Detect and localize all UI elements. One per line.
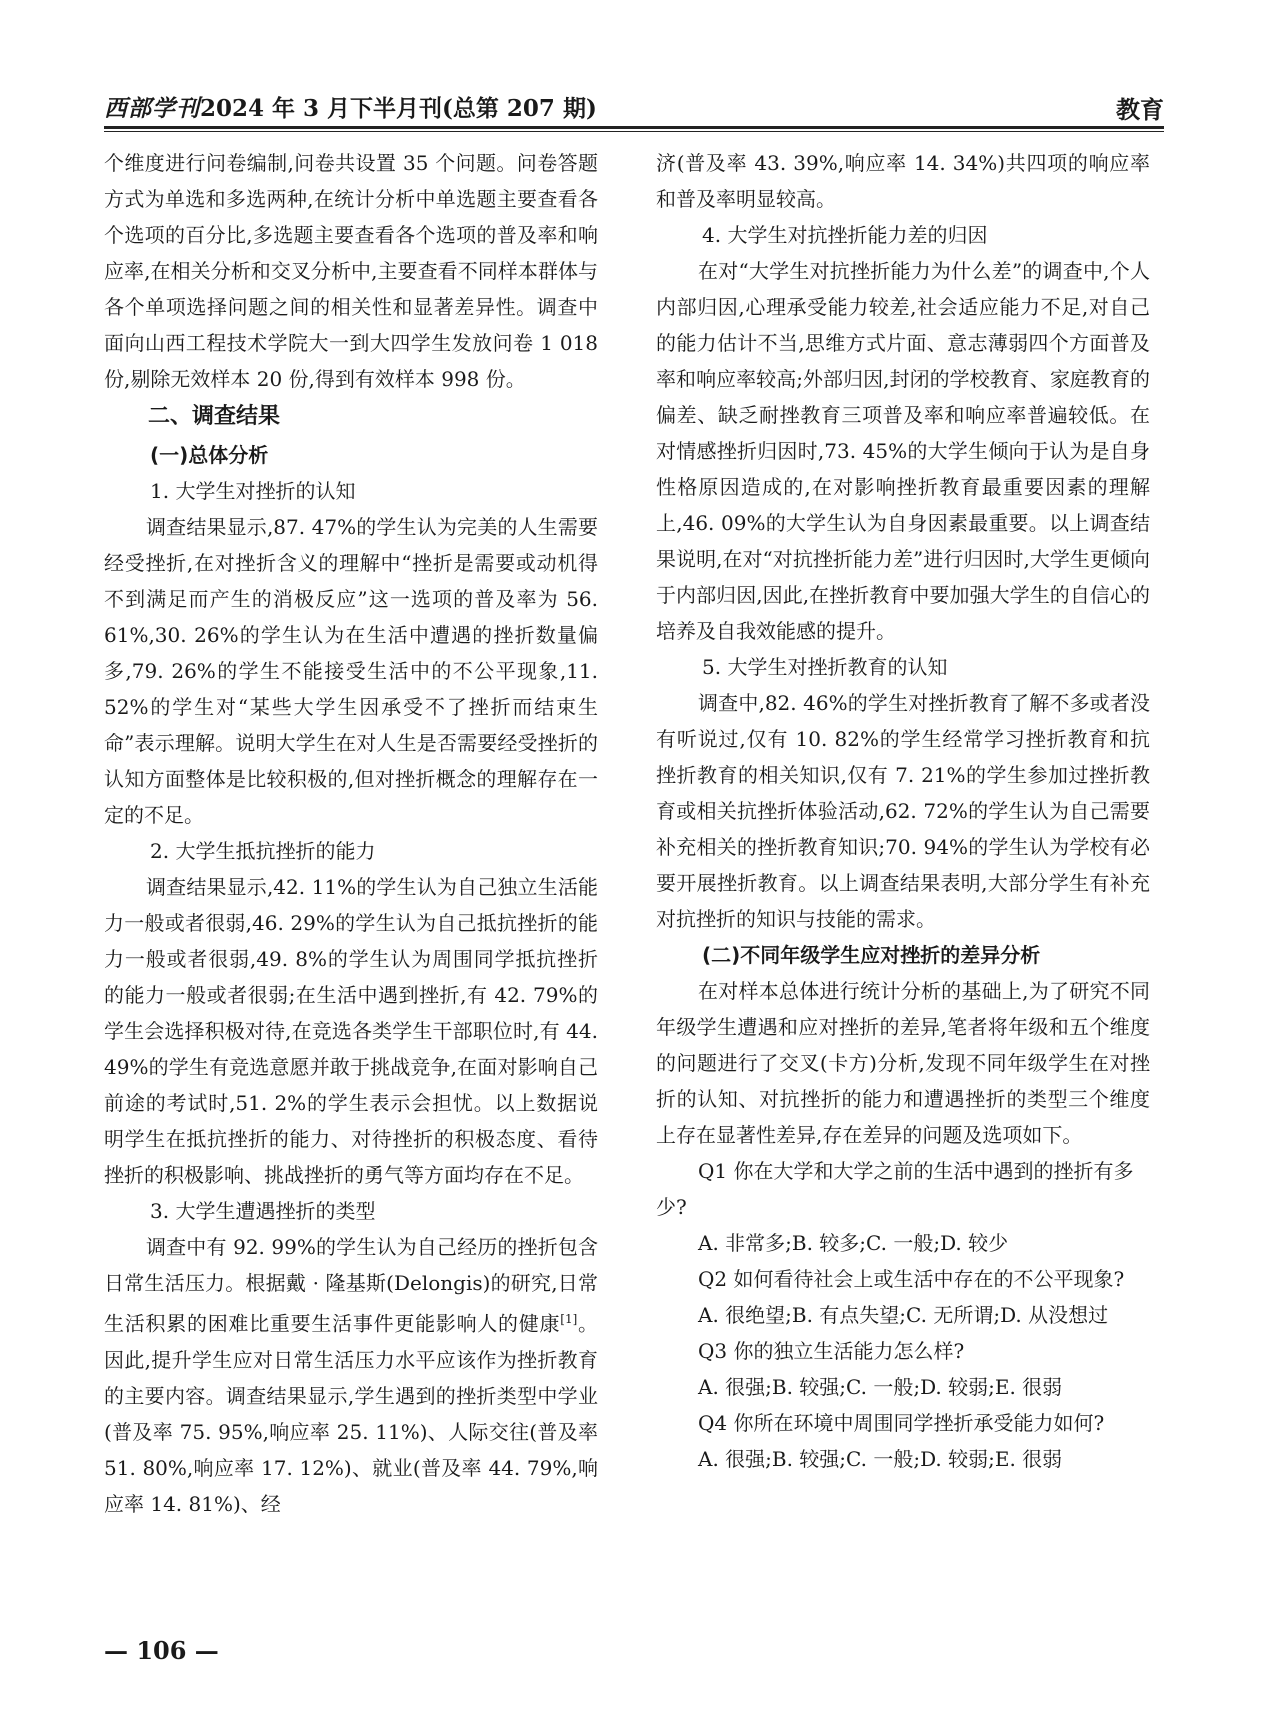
- item-heading-attribution: 4. 大学生对抗挫折能力差的归因: [702, 223, 988, 247]
- paragraph-education: 调查中,82. 46%的学生对挫折教育了解不多或者没有听说过,仅有 10. 82%的学生经常学习挫折教育和抗挫折教育的相关知识,仅有 7. 21%的学生参加过挫折教育或相关抗挫折体验活动,62. 72%的学生认为自己需要补充相关的挫折教育知识;70. 94%的学生认为学校有必要开展挫折教育。以上调查结果表明,大部分学生有补充对抗挫折的知识与技能的需求。: [656, 691, 1150, 931]
- paragraph-types: [104, 1229, 598, 1522]
- subsection-heading-overall: (一)总体分析: [150, 443, 269, 467]
- header-rule: [104, 126, 1164, 129]
- right-column: [656, 145, 1150, 1477]
- section-label: 教育: [1116, 95, 1164, 124]
- options-q3: A. 很强;B. 较强;C. 一般;D. 较弱;E. 很弱: [698, 1375, 1063, 1399]
- item-heading-types: 3. 大学生遭遇挫折的类型: [150, 1199, 376, 1223]
- question-q4: Q4 你所在环境中周围同学挫折承受能力如何?: [698, 1411, 1105, 1435]
- item-heading-resistance: 2. 大学生抵抗挫折的能力: [150, 839, 376, 863]
- page-number: — 106 —: [104, 1636, 219, 1665]
- journal-issue-line: [104, 90, 597, 123]
- question-q2: Q2 如何看待社会上或生活中存在的不公平现象?: [698, 1267, 1125, 1291]
- options-q2: A. 很绝望;B. 有点失望;C. 无所谓;D. 从没想过: [698, 1303, 1109, 1327]
- paragraph-grades: 在对样本总体进行统计分析的基础上,为了研究不同年级学生遭遇和应对挫折的差异,笔者将年级和五个维度的问题进行了交叉(卡方)分析,发现不同年级学生在对挫折的认知、对抗挫折的能力和遭遇挫折的类型三个维度上存在显著性差异,存在差异的问题及选项如下。: [656, 979, 1150, 1147]
- paragraph-types-part-a: 调查中有 92. 99%的学生认为自己经历的挫折包含日常生活压力。根据戴 · 隆基斯(Delongis)的研究,日常生活积累的困难比重要生活事件更能影响人的健康: [104, 1235, 598, 1336]
- question-q1: Q1 你在大学和大学之前的生活中遇到的挫折有多少?: [656, 1159, 1134, 1219]
- options-q4: A. 很强;B. 较强;C. 一般;D. 较弱;E. 很弱: [698, 1447, 1063, 1471]
- subsection-heading-grades: (二)不同年级学生应对挫折的差异分析: [702, 943, 1041, 967]
- paragraph-types-part-b: 。因此,提升学生应对日常生活压力水平应该作为挫折教育的主要内容。调查结果显示,学生遇到的挫折类型中学业(普及率 75. 95%,响应率 25. 11%)、人际交往(普及率 51. 80%,响应率 17. 12%)、就业(普及率 44. 79%,响应率 14. 81%)、经: [104, 1311, 599, 1516]
- left-column: [104, 145, 598, 1522]
- section-heading-results: 二、调查结果: [148, 404, 281, 429]
- page-header: [104, 88, 1164, 122]
- method-paragraph: 个维度进行问卷编制,问卷共设置 35 个问题。问卷答题方式为单选和多选两种,在统计分析中单选题主要查看各个选项的百分比,多选题主要查看各个选项的普及率和响应率,在相关分析和交叉分析中,主要查看不同样本群体与各个单项选择问题之间的相关性和显著差异性。调查中面向山西工程技术学院大一到大四学生发放问卷 1 018 份,剔除无效样本 20 份,得到有效样本 998 份。: [104, 151, 598, 391]
- journal-logo: 西部学刊: [104, 95, 200, 122]
- item-heading-cognition: 1. 大学生对挫折的认知: [150, 479, 356, 503]
- citation-ref: [1]: [560, 1312, 578, 1326]
- paragraph-resistance: 调查结果显示,42. 11%的学生认为自己独立生活能力一般或者很弱,46. 29%的学生认为自己抵抗挫折的能力一般或者很弱,49. 8%的学生认为周围同学抵抗挫折的能力一般或者很弱;在生活中遇到挫折,有 42. 79%的学生会选择积极对待,在竞选各类学生干部职位时,有 44. 49%的学生有竞选意愿并敢于挑战竞争,在面对影响自己前途的考试时,51. 2%的学生表示会担忧。以上数据说明学生在抵抗挫折的能力、对待挫折的积极态度、看待挫折的积极影响、挑战挫折的勇气等方面均存在不足。: [104, 875, 598, 1187]
- item-heading-education: 5. 大学生对挫折教育的认知: [702, 655, 948, 679]
- options-q1: A. 非常多;B. 较多;C. 一般;D. 较少: [698, 1231, 1009, 1255]
- question-q3: Q3 你的独立生活能力怎么样?: [698, 1339, 965, 1363]
- paragraph-continued: 济(普及率 43. 39%,响应率 14. 34%)共四项的响应率和普及率明显较高。: [656, 151, 1150, 211]
- paragraph-cognition: 调查结果显示,87. 47%的学生认为完美的人生需要经受挫折,在对挫折含义的理解中“挫折是需要或动机得不到满足而产生的消极反应”这一选项的普及率为 56. 61%,30. 26%的学生认为在生活中遭遇的挫折数量偏多,79. 26%的学生不能接受生活中的不公平现象,11. 52%的学生对“某些大学生因承受不了挫折而结束生命”表示理解。说明大学生在对人生是否需要经受挫折的认知方面整体是比较积极的,但对挫折概念的理解存在一定的不足。: [104, 515, 598, 827]
- header-rule-thin: [104, 131, 1164, 132]
- issue-info: 2024 年 3 月下半月刊(总第 207 期): [200, 95, 597, 122]
- paragraph-attribution: 在对“大学生对抗挫折能力为什么差”的调查中,个人内部归因,心理承受能力较差,社会适应能力不足,对自己的能力估计不当,思维方式片面、意志薄弱四个方面普及率和响应率较高;外部归因,封闭的学校教育、家庭教育的偏差、缺乏耐挫教育三项普及率和响应率普遍较低。在对情感挫折归因时,73. 45%的大学生倾向于认为是自身性格原因造成的,在对影响挫折教育最重要因素的理解上,46. 09%的大学生认为自身因素最重要。以上调查结果说明,在对“对抗挫折能力差”进行归因时,大学生更倾向于内部归因,因此,在挫折教育中要加强大学生的自信心的培养及自我效能感的提升。: [656, 259, 1150, 643]
